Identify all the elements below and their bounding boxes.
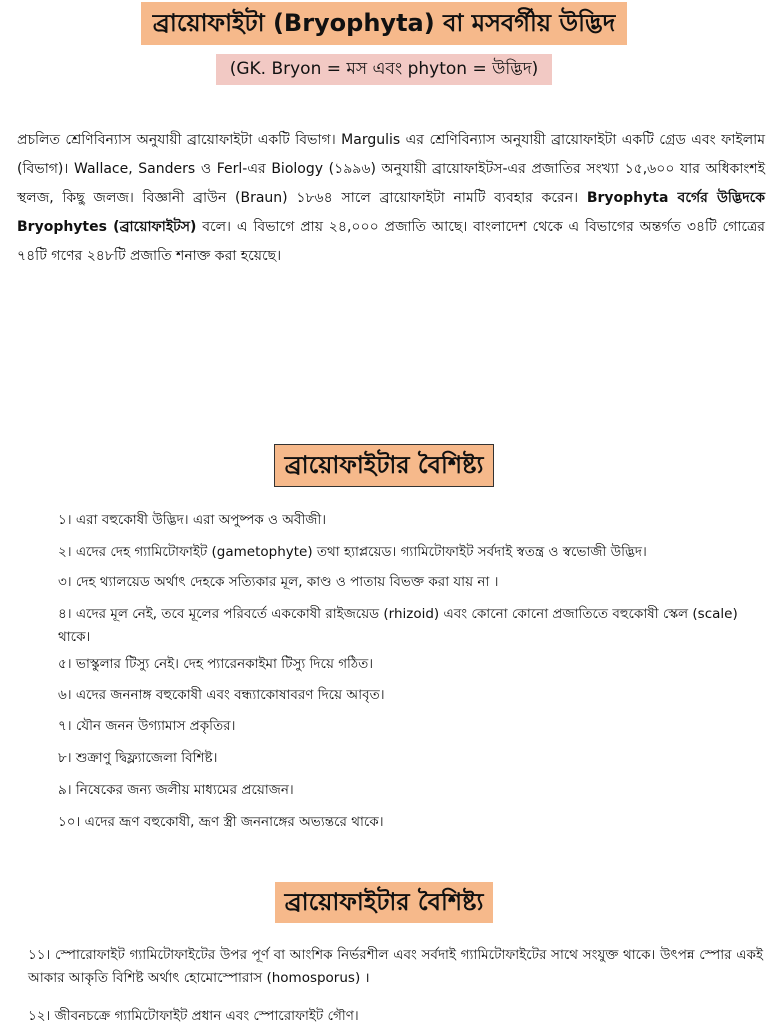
page-title (141, 2, 627, 45)
title-container (0, 2, 768, 45)
list-item: ৬। এদের জননাঙ্গ বহুকোষী এবং বন্ধ্যাকোষাবরণ দিয়ে আবৃত। (58, 687, 385, 703)
intro-text-1: প্রচলিত শ্রেণিবিন্যাস অনুযায়ী ব্রায়োফাইটা একটি বিভাগ। Margulis এর শ্রেণিবিন্যাস অনুযায়ী ব্রায়োফাইটা একটি গ্রেড এবং ফাইলাম (বিভাগ)। Wallace, Sanders ও Ferl-এর Biology (১৯৯৬) অনুযায়ী ব্রায়োফাইটস-এর প্রজাতির সংখ্যা ১৫,৬০০ যার অধিকাংশই স্থলজ, কিছু জলজ। বিজ্ঞানী ব্রাউন (Braun) ১৮৬৪ সালে ব্রায়োফাইটা নামটি ব্যবহার করেন। (17, 132, 765, 206)
features-heading-2: ব্রায়োফাইটার বৈশিষ্ট্য (275, 882, 494, 923)
list-item: ১১। স্পোরোফাইট গ্যামিটোফাইটের উপর পূর্ণ বা আংশিক নির্ভরশীল এবং সর্বদাই গ্যামিটোফাইটের সাথে সংযুক্ত থাকে। উৎপন্ন স্পোর একই আকার আকৃতি বিশিষ্ট অর্থাৎ হোমোস্পোরাস (homosporus) । (28, 947, 763, 986)
subtitle-container (0, 54, 768, 85)
list-item: ৩। দেহ থ্যালয়েড অর্থাৎ দেহকে সত্যিকার মূল, কাণ্ড ও পাতায় বিভক্ত করা যায় না । (58, 574, 499, 590)
list-item: ৭। যৌন জনন উগ্যামাস প্রকৃতির। (58, 718, 236, 734)
features-heading: ব্রায়োফাইটার বৈশিষ্ট্য (274, 444, 495, 487)
intro-paragraph (17, 126, 765, 271)
list-item: ১২। জীবনচক্রে গ্যামিটোফাইট প্রধান এবং স্পোরোফাইট গৌণ। (28, 1008, 359, 1024)
list-item: ১। এরা বহুকোষী উদ্ভিদ। এরা অপুষ্পক ও অবীজী। (58, 512, 327, 528)
list-item: ১০। এদের ভ্রূণ বহুকোষী, ভ্রূণ স্ত্রী জননাঙ্গের অভ্যন্তরে থাকে। (58, 814, 384, 830)
features-heading-2-container (0, 882, 768, 923)
list-item: ৯। নিষেকের জন্য জলীয় মাধ্যমের প্রয়োজন। (58, 782, 294, 798)
features-heading-container (0, 444, 768, 487)
list-item: ৫। ভাস্কুলার টিস্যু নেই। দেহ প্যারেনকাইমা টিস্যু দিয়ে গঠিত। (58, 656, 374, 672)
intro-text-2: বলে। এ বিভাগে প্রায় ২৪,০০০ প্রজাতি আছে। বাংলাদেশ থেকে এ বিভাগের অন্তর্গত ৩৪টি গোত্রের ৭৪টি গণের ২৪৮টি প্রজাতি শনাক্ত করা হয়েছে। (17, 219, 765, 264)
title-bengali: ব্রায়োফাইটা (152, 9, 273, 37)
list-item: ২। এদের দেহ গ্যামিটোফাইট (gametophyte) তথা হ্যাপ্লয়েড। গ্যামিটোফাইট সর্বদাই স্বতন্ত্র ও স্বভোজী উদ্ভিদ। (58, 544, 647, 560)
title-latin: (Bryophyta) (272, 9, 435, 37)
etymology-subtitle: (GK. Bryon = মস এবং phyton = উদ্ভিদ) (216, 54, 553, 85)
list-item: ৪। এদের মূল নেই, তবে মূলের পরিবর্তে এককোষী রাইজয়েড (rhizoid) এবং কোনো কোনো প্রজাতিতে বহুকোষী স্কেল (scale) থাকে। (58, 606, 738, 645)
list-item: ৮। শুক্রাণু দ্বিফ্ল্যাজেলা বিশিষ্ট। (58, 750, 218, 766)
intro-bold: Bryophyta বর্গের উদ্ভিদকে Bryophytes (ব্রায়োফাইটস) (17, 190, 765, 235)
title-suffix: বা মসবর্গীয় উদ্ভিদ (434, 9, 616, 37)
